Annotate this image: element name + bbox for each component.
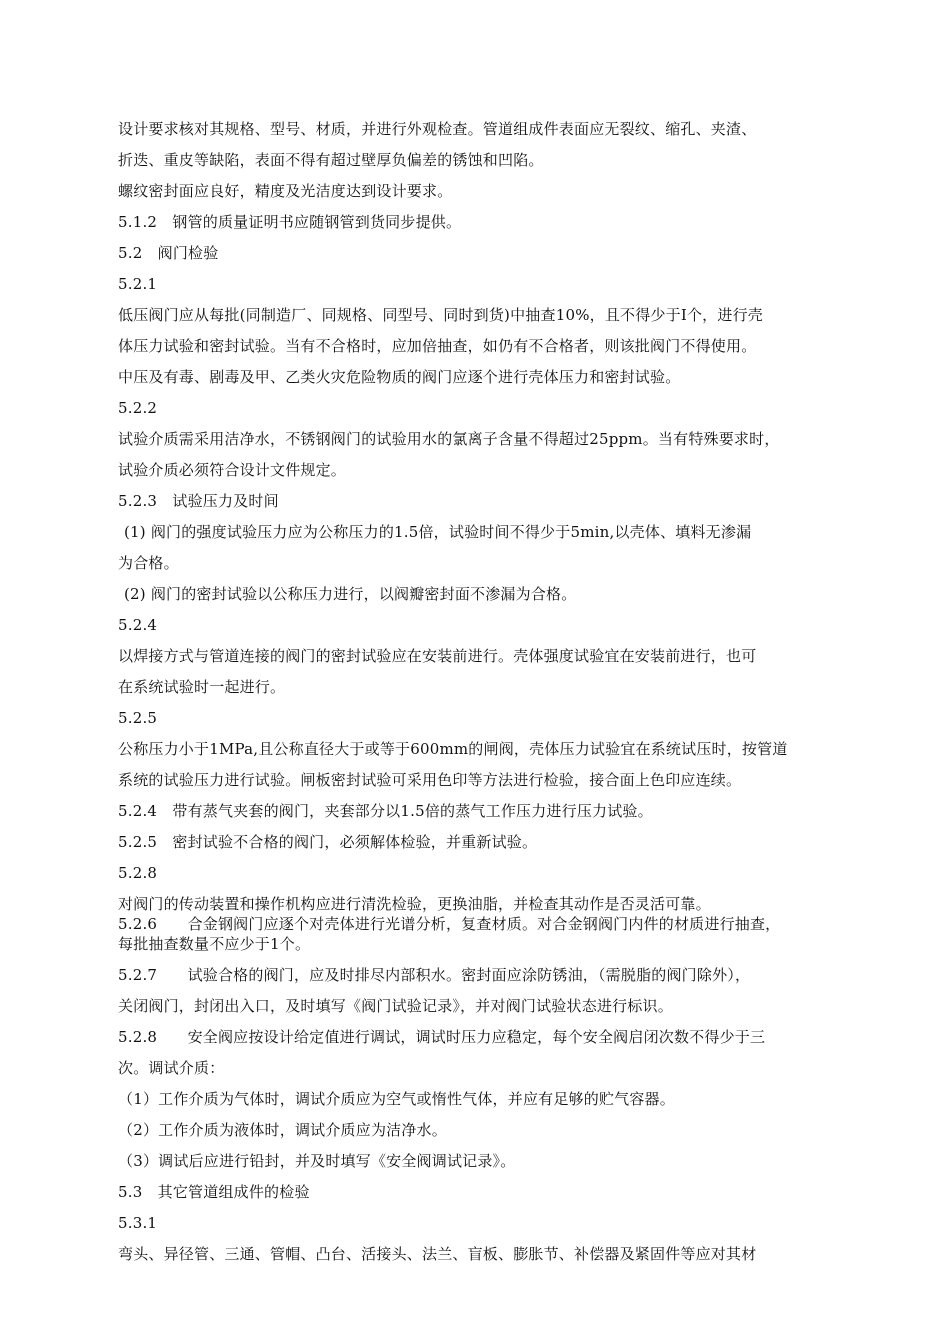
list-item: (1) 阀门的强度试验压力应为公称压力的1.5倍，试验时间不得少于5min,以壳体、填料无渗漏	[124, 523, 752, 541]
section-number: 5.2.4	[118, 616, 158, 634]
text-line: 折迭、重皮等缺陷，表面不得有超过壁厚负偏差的锈蚀和凹陷。	[118, 151, 544, 169]
text-line: 关闭阀门，封闭出入口，及时填写《阀门试验记录》，并对阀门试验状态进行标识。	[118, 997, 673, 1015]
document-page	[118, 119, 858, 1275]
section-heading: 5.2.8 安全阀应按设计给定值进行调试，调试时压力应稳定，每个安全阀启闭次数不得少于三	[118, 1028, 766, 1046]
section-heading: 5.2.4 带有蒸气夹套的阀门，夹套部分以1.5倍的蒸气工作压力进行压力试验。	[118, 802, 653, 820]
text-line: 低压阀门应从每批(同制造厂、同规格、同型号、同时到货)中抽查10%，且不得少于Ι个，进行壳	[118, 306, 763, 324]
text-line: 系统的试验压力进行试验。闸板密封试验可采用色印等方法进行检验，接合面上色印应连续。	[118, 771, 742, 789]
text-line: 为合格。	[118, 554, 179, 572]
section-number: 5.2.2	[118, 399, 158, 417]
text-line: 中压及有毒、剧毒及甲、乙类火灾危险物质的阀门应逐个进行壳体压力和密封试验。	[118, 368, 681, 386]
section-number: 5.2.1	[118, 275, 158, 293]
section-heading: 5.2.7 试验合格的阀门，应及时排尽内部积水。密封面应涂防锈油，（需脱脂的阀门除外），	[118, 966, 751, 984]
section-heading: 5.2 阀门检验	[118, 244, 219, 262]
section-number: 5.2.8	[118, 864, 158, 882]
text-line: 试验介质必须符合设计文件规定。	[118, 461, 347, 479]
text-line: 公称压力小于1MPa,且公称直径大于或等于600mm的闸阀，壳体压力试验宜在系统试压时，按管道	[118, 740, 788, 758]
text-line: 体压力试验和密封试验。当有不合格时，应加倍抽查，如仍有不合格者，则该批阀门不得使用。	[118, 337, 757, 355]
section-number: 5.3.1	[118, 1214, 158, 1232]
text-line: 设计要求核对其规格、型号、材质，并进行外观检查。管道组成件表面应无裂纹、缩孔、夹渣、	[118, 120, 757, 138]
section-heading: 5.2.6 合金钢阀门应逐个对壳体进行光谱分析，复查材质。对合金钢阀门内件的材质进行抽查，	[118, 915, 781, 933]
section-heading: 5.2.3 试验压力及时间	[118, 492, 279, 510]
list-item: (2) 阀门的密封试验以公称压力进行，以阀瓣密封面不渗漏为合格。	[124, 585, 577, 603]
text-line: 试验介质需采用洁净水，不锈钢阀门的试验用水的氯离子含量不得超过25ppm。当有特殊要求时，	[118, 430, 780, 448]
text-line: 弯头、异径管、三通、管帽、凸台、活接头、法兰、盲板、膨胀节、补偿器及紧固件等应对其材	[118, 1245, 757, 1263]
text-line: 螺纹密封面应良好，精度及光洁度达到设计要求。	[118, 182, 453, 200]
list-item: （1）工作介质为气体时，调试介质应为空气或惰性气体，并应有足够的贮气容器。	[118, 1090, 675, 1108]
text-line: 在系统试验时一起进行。	[118, 678, 286, 696]
text-line: 对阀门的传动装置和操作机构应进行清洗检验，更换油脂，并检查其动作是否灵活可靠。	[118, 895, 711, 913]
section-heading: 5.3 其它管道组成件的检验	[118, 1183, 310, 1201]
list-item: （2）工作介质为液体时，调试介质应为洁净水。	[118, 1121, 447, 1139]
section-number: 5.2.5	[118, 709, 158, 727]
section-heading: 5.2.5 密封试验不合格的阀门，必须解体检验，并重新试验。	[118, 833, 538, 851]
text-line: 以焊接方式与管道连接的阀门的密封试验应在安装前进行。壳体强度试验宜在安装前进行，也可	[118, 647, 757, 665]
text-line: 每批抽查数量不应少于1个。	[118, 935, 311, 953]
text-line: 次。调试介质：	[118, 1059, 225, 1077]
list-item: （3）调试后应进行铅封，并及时填写《安全阀调试记录》。	[118, 1152, 516, 1170]
section-heading: 5.1.2 钢管的质量证明书应随钢管到货同步提供。	[118, 213, 462, 231]
